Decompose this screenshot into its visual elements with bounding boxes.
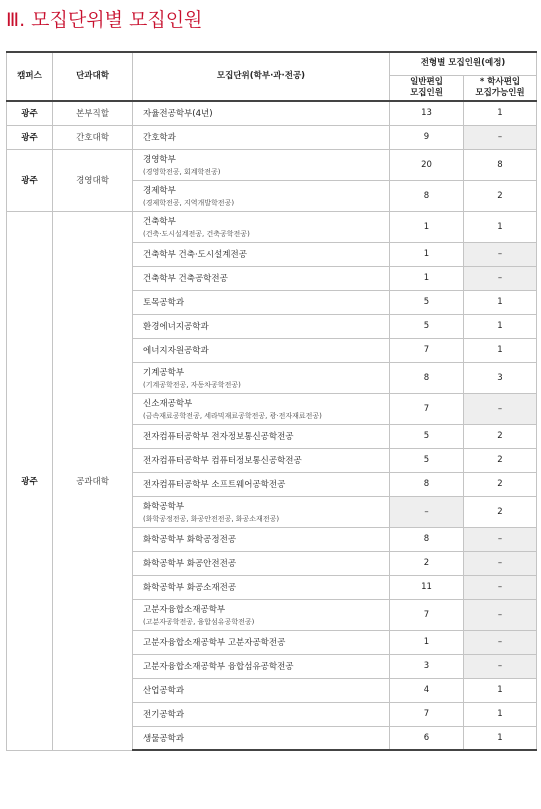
bachelor-count-cell: 3 <box>464 362 537 393</box>
unit-name: 환경에너지공학과 <box>143 322 209 332</box>
unit-name: 고분자융합소재공학부 고분자공학전공 <box>143 638 286 648</box>
unit-majors: (고분자공학전공, 융합섬유공학전공) <box>143 617 255 626</box>
unit-cell <box>133 448 390 472</box>
college-cell: 경영대학 <box>53 149 133 211</box>
unit-cell <box>133 726 390 750</box>
header-group: 전형별 모집인원(예정) <box>390 52 537 75</box>
bachelor-count-cell: 1 <box>464 211 537 242</box>
unit-cell <box>133 472 390 496</box>
bachelor-count-cell: 1 <box>464 290 537 314</box>
unit-cell <box>133 527 390 551</box>
table-row <box>7 101 537 125</box>
unit-name: 화학공학부 화공소재전공 <box>143 583 237 593</box>
general-count-cell: 9 <box>390 125 464 149</box>
unit-name: 자율전공학부(4년) <box>143 109 213 120</box>
unit-name: 경제학부 <box>143 185 176 196</box>
unit-cell <box>133 149 390 180</box>
campus-cell: 광주 <box>7 149 53 211</box>
general-count-cell: 5 <box>390 290 464 314</box>
table-row <box>7 125 537 149</box>
bachelor-count-cell: – <box>464 599 537 630</box>
bachelor-count-cell: 2 <box>464 448 537 472</box>
bachelor-count-cell: 2 <box>464 472 537 496</box>
unit-name: 전자컴퓨터공학부 전자정보통신공학전공 <box>143 432 294 442</box>
unit-cell <box>133 599 390 630</box>
unit-name: 화학공학부 화학공정전공 <box>143 535 237 545</box>
general-count-cell: 8 <box>390 472 464 496</box>
unit-cell <box>133 125 390 149</box>
table-row <box>7 211 537 242</box>
unit-name: 화학공학부 <box>143 501 185 512</box>
general-count-cell: 1 <box>390 242 464 266</box>
admissions-table-wrapper <box>6 51 536 751</box>
bachelor-count-cell: 8 <box>464 149 537 180</box>
bachelor-count-cell: 1 <box>464 101 537 125</box>
bachelor-count-cell: 1 <box>464 314 537 338</box>
bachelor-count-cell: – <box>464 527 537 551</box>
unit-name: 기계공학부 <box>143 367 185 378</box>
unit-name: 고분자융합소재공학부 <box>143 604 226 615</box>
table-body <box>7 101 537 750</box>
general-count-cell: 8 <box>390 362 464 393</box>
general-count-cell: 7 <box>390 338 464 362</box>
general-count-cell: 5 <box>390 448 464 472</box>
section-title: Ⅲ. 모집단위별 모집인원 <box>6 9 203 31</box>
unit-name: 산업공학과 <box>143 686 185 696</box>
general-count-cell: 6 <box>390 726 464 750</box>
bachelor-count-cell: – <box>464 630 537 654</box>
general-count-cell: 20 <box>390 149 464 180</box>
general-count-cell: 8 <box>390 527 464 551</box>
general-count-cell: 11 <box>390 575 464 599</box>
table-row <box>7 149 537 180</box>
campus-cell: 광주 <box>7 211 53 750</box>
unit-cell <box>133 101 390 125</box>
unit-cell <box>133 702 390 726</box>
unit-name: 전자컴퓨터공학부 소프트웨어공학전공 <box>143 480 286 490</box>
general-count-cell: 8 <box>390 180 464 211</box>
unit-cell <box>133 266 390 290</box>
general-count-cell: 13 <box>390 101 464 125</box>
general-count-cell: 3 <box>390 654 464 678</box>
bachelor-count-cell: 2 <box>464 424 537 448</box>
bachelor-count-cell: – <box>464 575 537 599</box>
bachelor-count-cell: 2 <box>464 180 537 211</box>
campus-cell: 광주 <box>7 101 53 125</box>
unit-name: 건축학부 건축공학전공 <box>143 274 228 284</box>
unit-name: 고분자융합소재공학부 융합섬유공학전공 <box>143 662 294 672</box>
general-count-cell: 5 <box>390 314 464 338</box>
bachelor-count-cell: 2 <box>464 496 537 527</box>
college-cell: 공과대학 <box>53 211 133 750</box>
campus-cell: 광주 <box>7 125 53 149</box>
unit-name: 전자컴퓨터공학부 컴퓨터정보통신공학전공 <box>143 456 302 466</box>
unit-majors: (화학공정전공, 화공안전전공, 화공소재전공) <box>143 514 280 523</box>
unit-cell <box>133 393 390 424</box>
unit-cell <box>133 654 390 678</box>
header-general: 일반편입 모집인원 <box>390 75 464 101</box>
general-count-cell: – <box>390 496 464 527</box>
unit-cell <box>133 338 390 362</box>
general-count-cell: 2 <box>390 551 464 575</box>
general-count-cell: 5 <box>390 424 464 448</box>
unit-cell <box>133 211 390 242</box>
unit-cell <box>133 362 390 393</box>
header-college: 단과대학 <box>53 52 133 101</box>
table-header <box>7 52 537 101</box>
bachelor-count-cell: – <box>464 242 537 266</box>
general-count-cell: 7 <box>390 393 464 424</box>
bachelor-count-cell: 1 <box>464 678 537 702</box>
bachelor-count-cell: – <box>464 125 537 149</box>
header-unit: 모집단위(학부·과·전공) <box>133 52 390 101</box>
unit-name: 신소재공학부 <box>143 398 193 409</box>
unit-cell <box>133 290 390 314</box>
unit-majors: (경제학전공, 지역개발학전공) <box>143 198 235 207</box>
unit-cell <box>133 630 390 654</box>
bachelor-count-cell: 1 <box>464 702 537 726</box>
general-count-cell: 1 <box>390 266 464 290</box>
college-cell: 본부직할 <box>53 101 133 125</box>
unit-name: 경영학부 <box>143 154 176 165</box>
bachelor-count-cell: – <box>464 393 537 424</box>
bachelor-count-cell: – <box>464 654 537 678</box>
unit-cell <box>133 180 390 211</box>
unit-cell <box>133 424 390 448</box>
bachelor-count-cell: – <box>464 551 537 575</box>
general-count-cell: 7 <box>390 599 464 630</box>
unit-name: 생물공학과 <box>143 733 185 744</box>
admissions-table <box>6 51 537 751</box>
unit-cell <box>133 242 390 266</box>
bachelor-count-cell: – <box>464 266 537 290</box>
unit-cell <box>133 496 390 527</box>
unit-name: 에너지자원공학과 <box>143 346 209 356</box>
general-count-cell: 7 <box>390 702 464 726</box>
unit-name: 토목공학과 <box>143 298 185 308</box>
unit-cell <box>133 678 390 702</box>
header-bachelor: * 학사편입 모집가능인원 <box>464 75 537 101</box>
unit-majors: (기계공학전공, 자동차공학전공) <box>143 380 241 389</box>
unit-cell <box>133 551 390 575</box>
unit-name: 화학공학부 화공안전전공 <box>143 559 237 569</box>
unit-cell <box>133 314 390 338</box>
bachelor-count-cell: 1 <box>464 338 537 362</box>
unit-name: 건축학부 건축·도시설계전공 <box>143 250 247 260</box>
unit-cell <box>133 575 390 599</box>
unit-name: 전기공학과 <box>143 710 185 720</box>
bachelor-count-cell: 1 <box>464 726 537 750</box>
unit-majors: (금속재료공학전공, 세라믹재료공학전공, 광·전자재료전공) <box>143 411 322 420</box>
unit-majors: (경영학전공, 회계학전공) <box>143 167 221 176</box>
unit-majors: (건축·도시설계전공, 건축공학전공) <box>143 229 250 238</box>
unit-name: 간호학과 <box>143 133 176 143</box>
unit-name: 건축학부 <box>143 216 176 227</box>
header-campus: 캠퍼스 <box>7 52 53 101</box>
general-count-cell: 1 <box>390 211 464 242</box>
general-count-cell: 1 <box>390 630 464 654</box>
general-count-cell: 4 <box>390 678 464 702</box>
college-cell: 간호대학 <box>53 125 133 149</box>
